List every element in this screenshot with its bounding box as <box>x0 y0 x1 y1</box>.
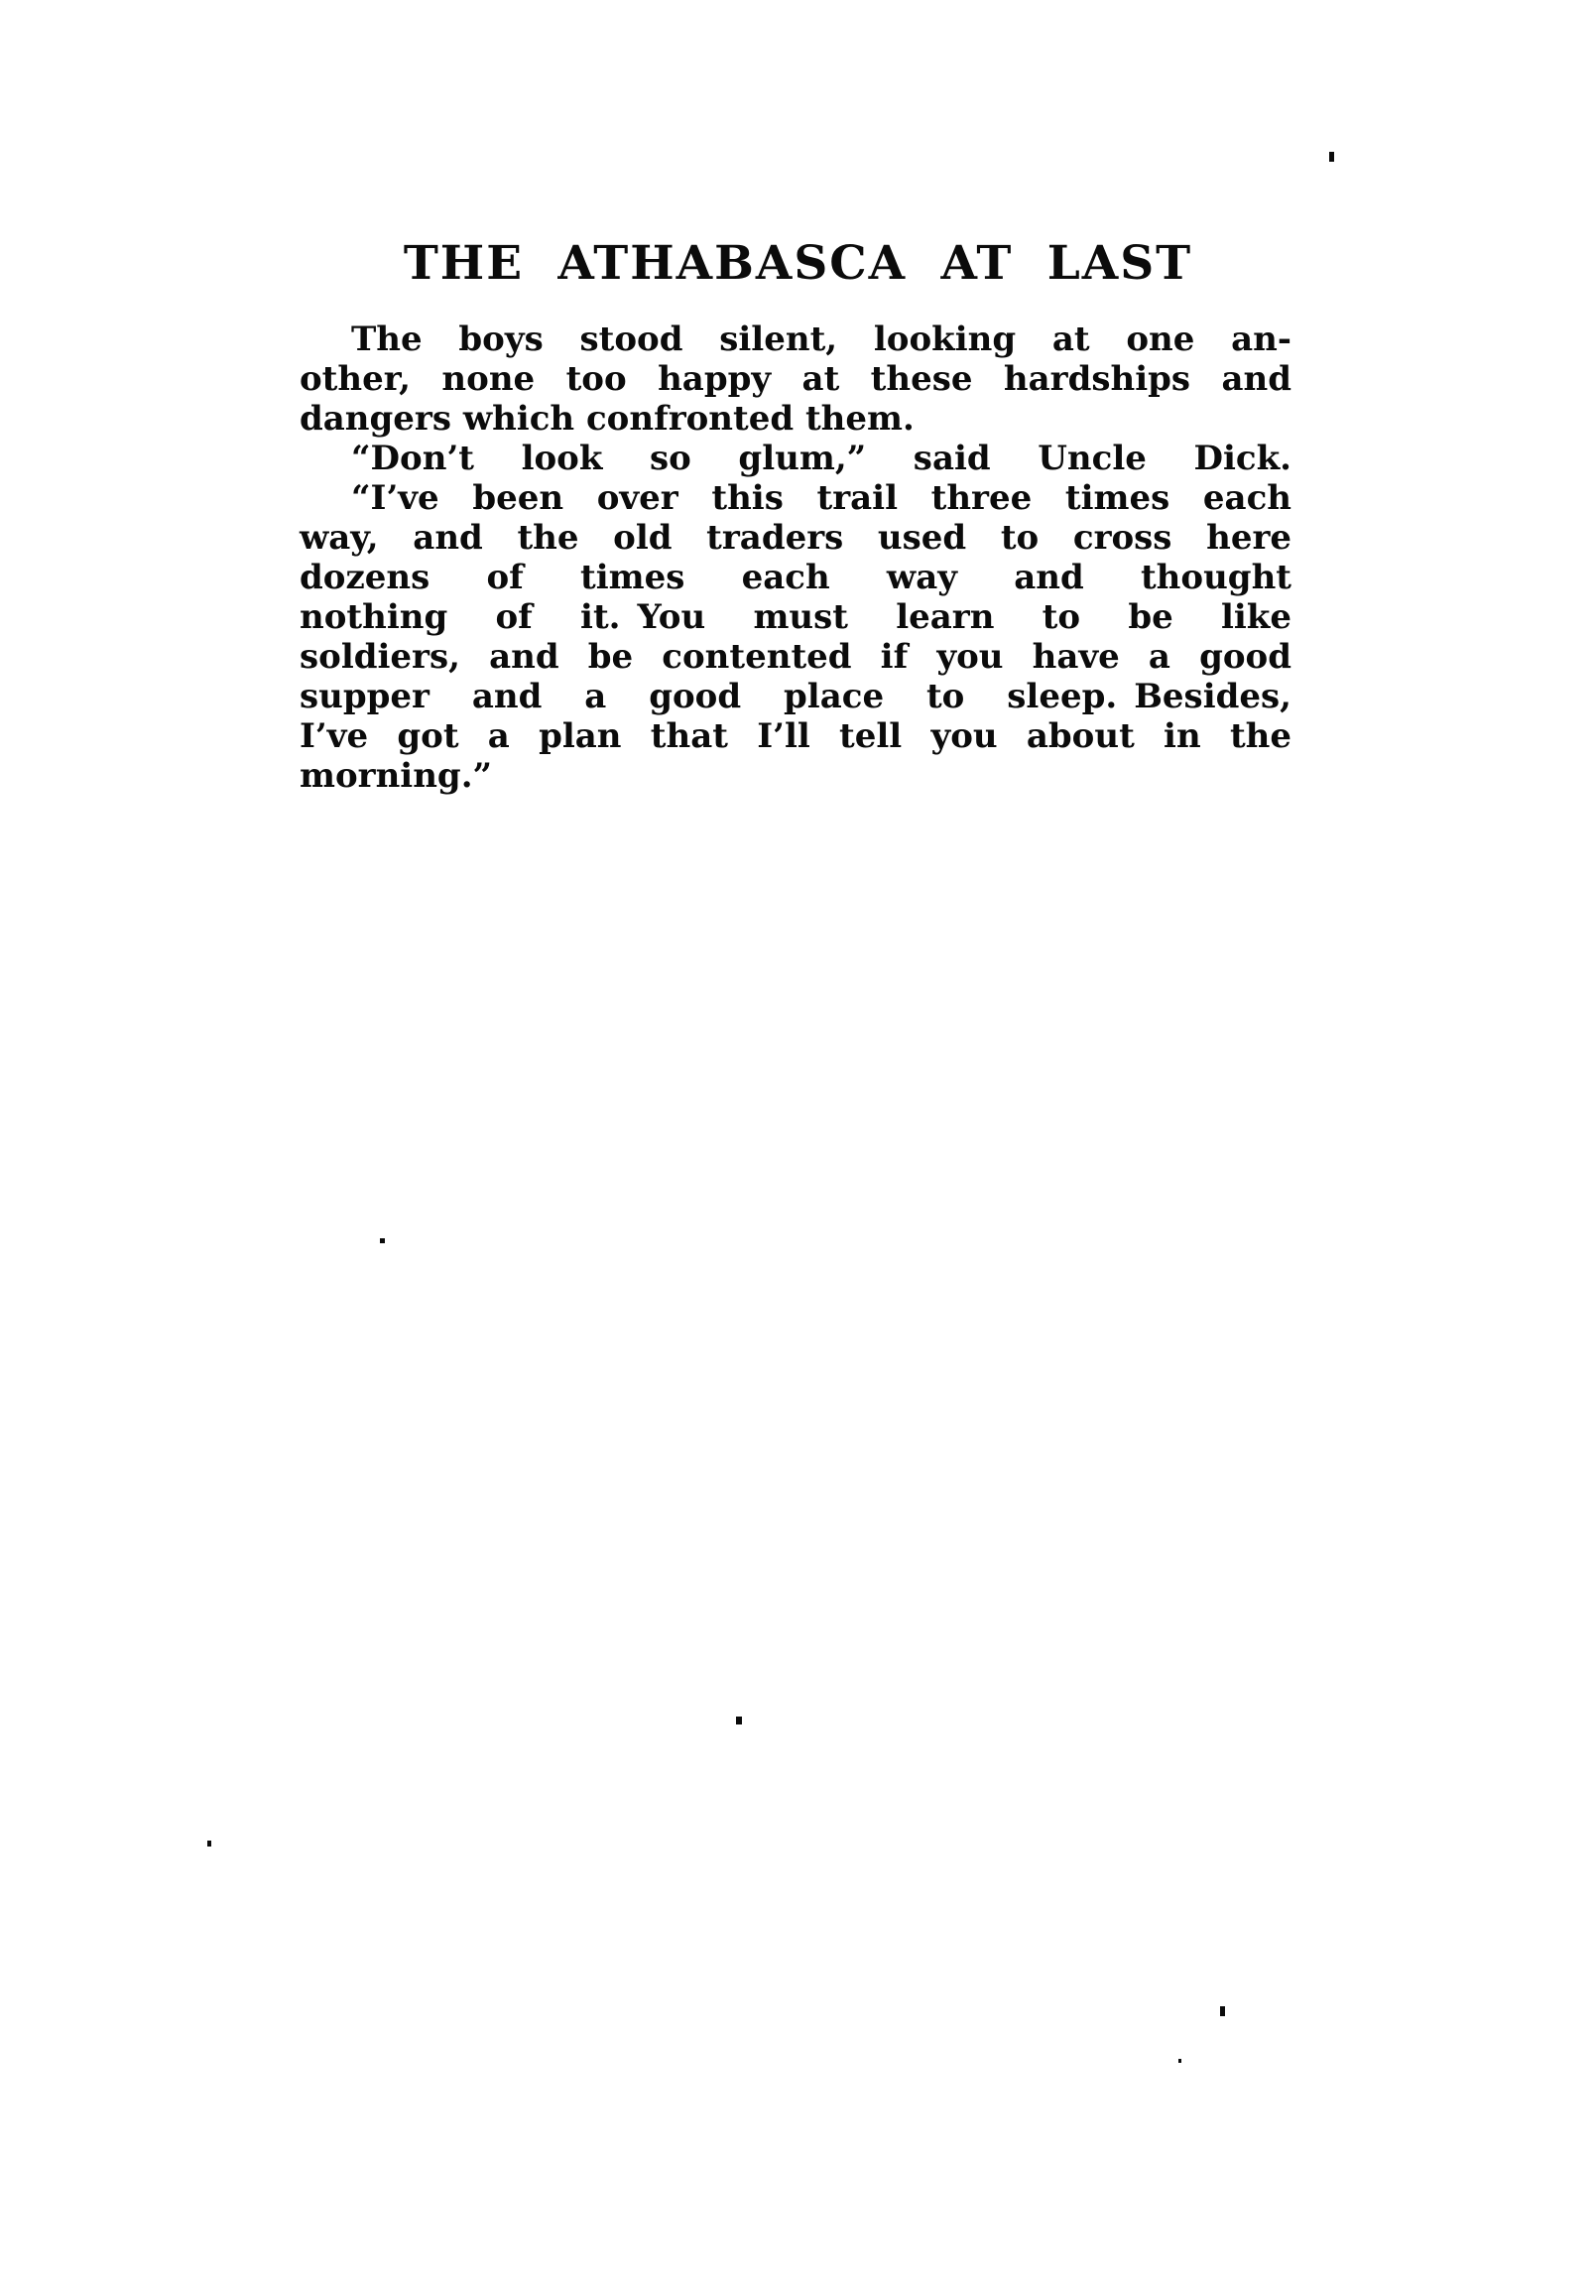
scan-speck <box>380 1238 385 1243</box>
text-line: dozens of times each way and thought <box>300 558 1291 597</box>
body-text <box>300 319 1291 796</box>
scan-speck <box>1329 152 1334 162</box>
text-line: The boys stood silent, looking at one an- <box>351 319 1291 359</box>
text-line: dangers which confronted them. <box>300 399 915 439</box>
text-line: other, none too happy at these hardships and <box>300 359 1291 399</box>
scan-speck <box>207 1841 211 1847</box>
text-line: I’ve got a plan that I’ll tell you about in the <box>300 716 1291 756</box>
text-line: “I’ve been over this trail three times each <box>351 478 1291 518</box>
scan-speck <box>1178 2059 1181 2063</box>
text-line: supper and a good place to sleep. Besides, <box>300 677 1291 716</box>
text-line: nothing of it. You must learn to be like <box>300 597 1291 637</box>
text-line: “Don’t look so glum,” said Uncle Dick. <box>351 439 1291 478</box>
text-line: way, and the old traders used to cross here <box>300 518 1291 558</box>
text-line: soldiers, and be contented if you have a good <box>300 637 1291 677</box>
scan-speck <box>1220 2006 1225 2016</box>
text-line: morning.” <box>300 756 493 796</box>
page-title: THE ATHABASCA AT LAST <box>403 236 1193 291</box>
scan-speck <box>736 1717 742 1724</box>
